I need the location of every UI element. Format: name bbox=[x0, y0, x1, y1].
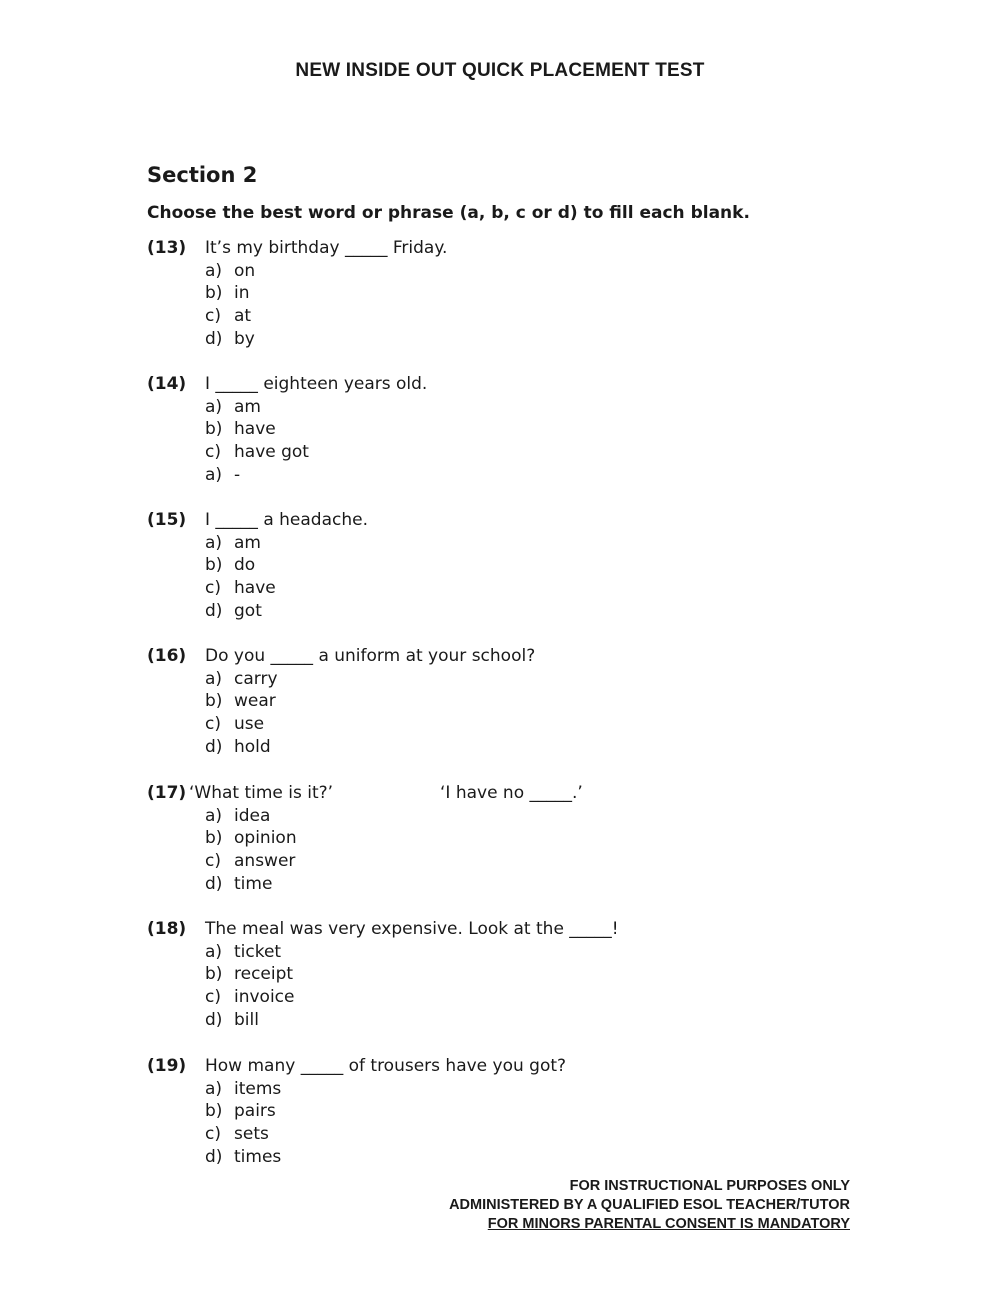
footer-line-instructional: FOR INSTRUCTIONAL PURPOSES ONLY bbox=[569, 1178, 850, 1194]
option-b[interactable]: b) pairs bbox=[205, 1101, 276, 1122]
question-18 bbox=[147, 918, 867, 1031]
option-b[interactable]: b) opinion bbox=[205, 828, 297, 849]
page-title: NEW INSIDE OUT QUICK PLACEMENT TEST bbox=[295, 60, 705, 81]
question-number: (16) bbox=[147, 646, 187, 666]
question-number: (13) bbox=[147, 238, 187, 258]
option-c[interactable]: c) sets bbox=[205, 1124, 269, 1145]
option-a[interactable]: a) am bbox=[205, 532, 261, 553]
footer-disclaimer bbox=[449, 1177, 850, 1234]
option-a[interactable]: a) am bbox=[205, 396, 261, 417]
question-text: How many _____ of trousers have you got? bbox=[205, 1056, 567, 1076]
question-number: (14) bbox=[147, 374, 187, 394]
question-number: (15) bbox=[147, 510, 187, 530]
option-c[interactable]: c) invoice bbox=[205, 987, 295, 1008]
question-text: It’s my birthday _____ Friday. bbox=[205, 238, 448, 258]
option-c[interactable]: c) have bbox=[205, 578, 276, 599]
option-c[interactable]: c) have got bbox=[205, 442, 309, 463]
question-number: (19) bbox=[147, 1056, 187, 1076]
question-text: ‘What time is it?’ bbox=[189, 783, 334, 803]
question-14 bbox=[147, 373, 867, 486]
option-d[interactable]: a) - bbox=[205, 464, 241, 485]
question-text: I _____ a headache. bbox=[205, 510, 368, 530]
question-17 bbox=[147, 782, 867, 895]
option-d[interactable]: d) bill bbox=[205, 1009, 259, 1030]
option-d[interactable]: d) hold bbox=[205, 736, 271, 757]
question-19 bbox=[147, 1055, 867, 1168]
option-d[interactable]: d) got bbox=[205, 600, 262, 621]
footer-line-administered: ADMINISTERED BY A QUALIFIED ESOL TEACHER/TUTOR bbox=[449, 1197, 850, 1213]
question-number: (18) bbox=[147, 919, 187, 939]
section-heading: Section 2 bbox=[147, 163, 258, 187]
option-a[interactable]: a) idea bbox=[205, 805, 271, 826]
option-c[interactable]: c) use bbox=[205, 714, 265, 735]
option-d[interactable]: d) times bbox=[205, 1146, 282, 1167]
question-15 bbox=[147, 509, 867, 622]
option-a[interactable]: a) carry bbox=[205, 668, 278, 689]
option-a[interactable]: a) ticket bbox=[205, 941, 282, 962]
question-response-text: ‘I have no _____.’ bbox=[440, 783, 583, 803]
option-d[interactable]: d) time bbox=[205, 873, 273, 894]
option-b[interactable]: b) in bbox=[205, 283, 250, 304]
option-c[interactable]: c) answer bbox=[205, 851, 296, 872]
option-d[interactable]: d) by bbox=[205, 328, 255, 349]
question-13 bbox=[147, 237, 867, 350]
instructions: Choose the best word or phrase (a, b, c or d) to fill each blank. bbox=[147, 203, 750, 223]
option-b[interactable]: b) have bbox=[205, 419, 276, 440]
option-b[interactable]: b) do bbox=[205, 555, 256, 576]
option-a[interactable]: a) items bbox=[205, 1078, 282, 1099]
option-b[interactable]: b) receipt bbox=[205, 964, 294, 985]
question-16 bbox=[147, 645, 867, 758]
question-number: (17) bbox=[147, 783, 187, 803]
footer-line-consent: FOR MINORS PARENTAL CONSENT IS MANDATORY bbox=[487, 1216, 850, 1232]
option-b[interactable]: b) wear bbox=[205, 691, 276, 712]
question-text: The meal was very expensive. Look at the _____! bbox=[205, 919, 619, 939]
question-text: I _____ eighteen years old. bbox=[205, 374, 428, 394]
option-c[interactable]: c) at bbox=[205, 306, 252, 327]
question-text: Do you _____ a uniform at your school? bbox=[205, 646, 536, 666]
option-a[interactable]: a) on bbox=[205, 260, 256, 281]
